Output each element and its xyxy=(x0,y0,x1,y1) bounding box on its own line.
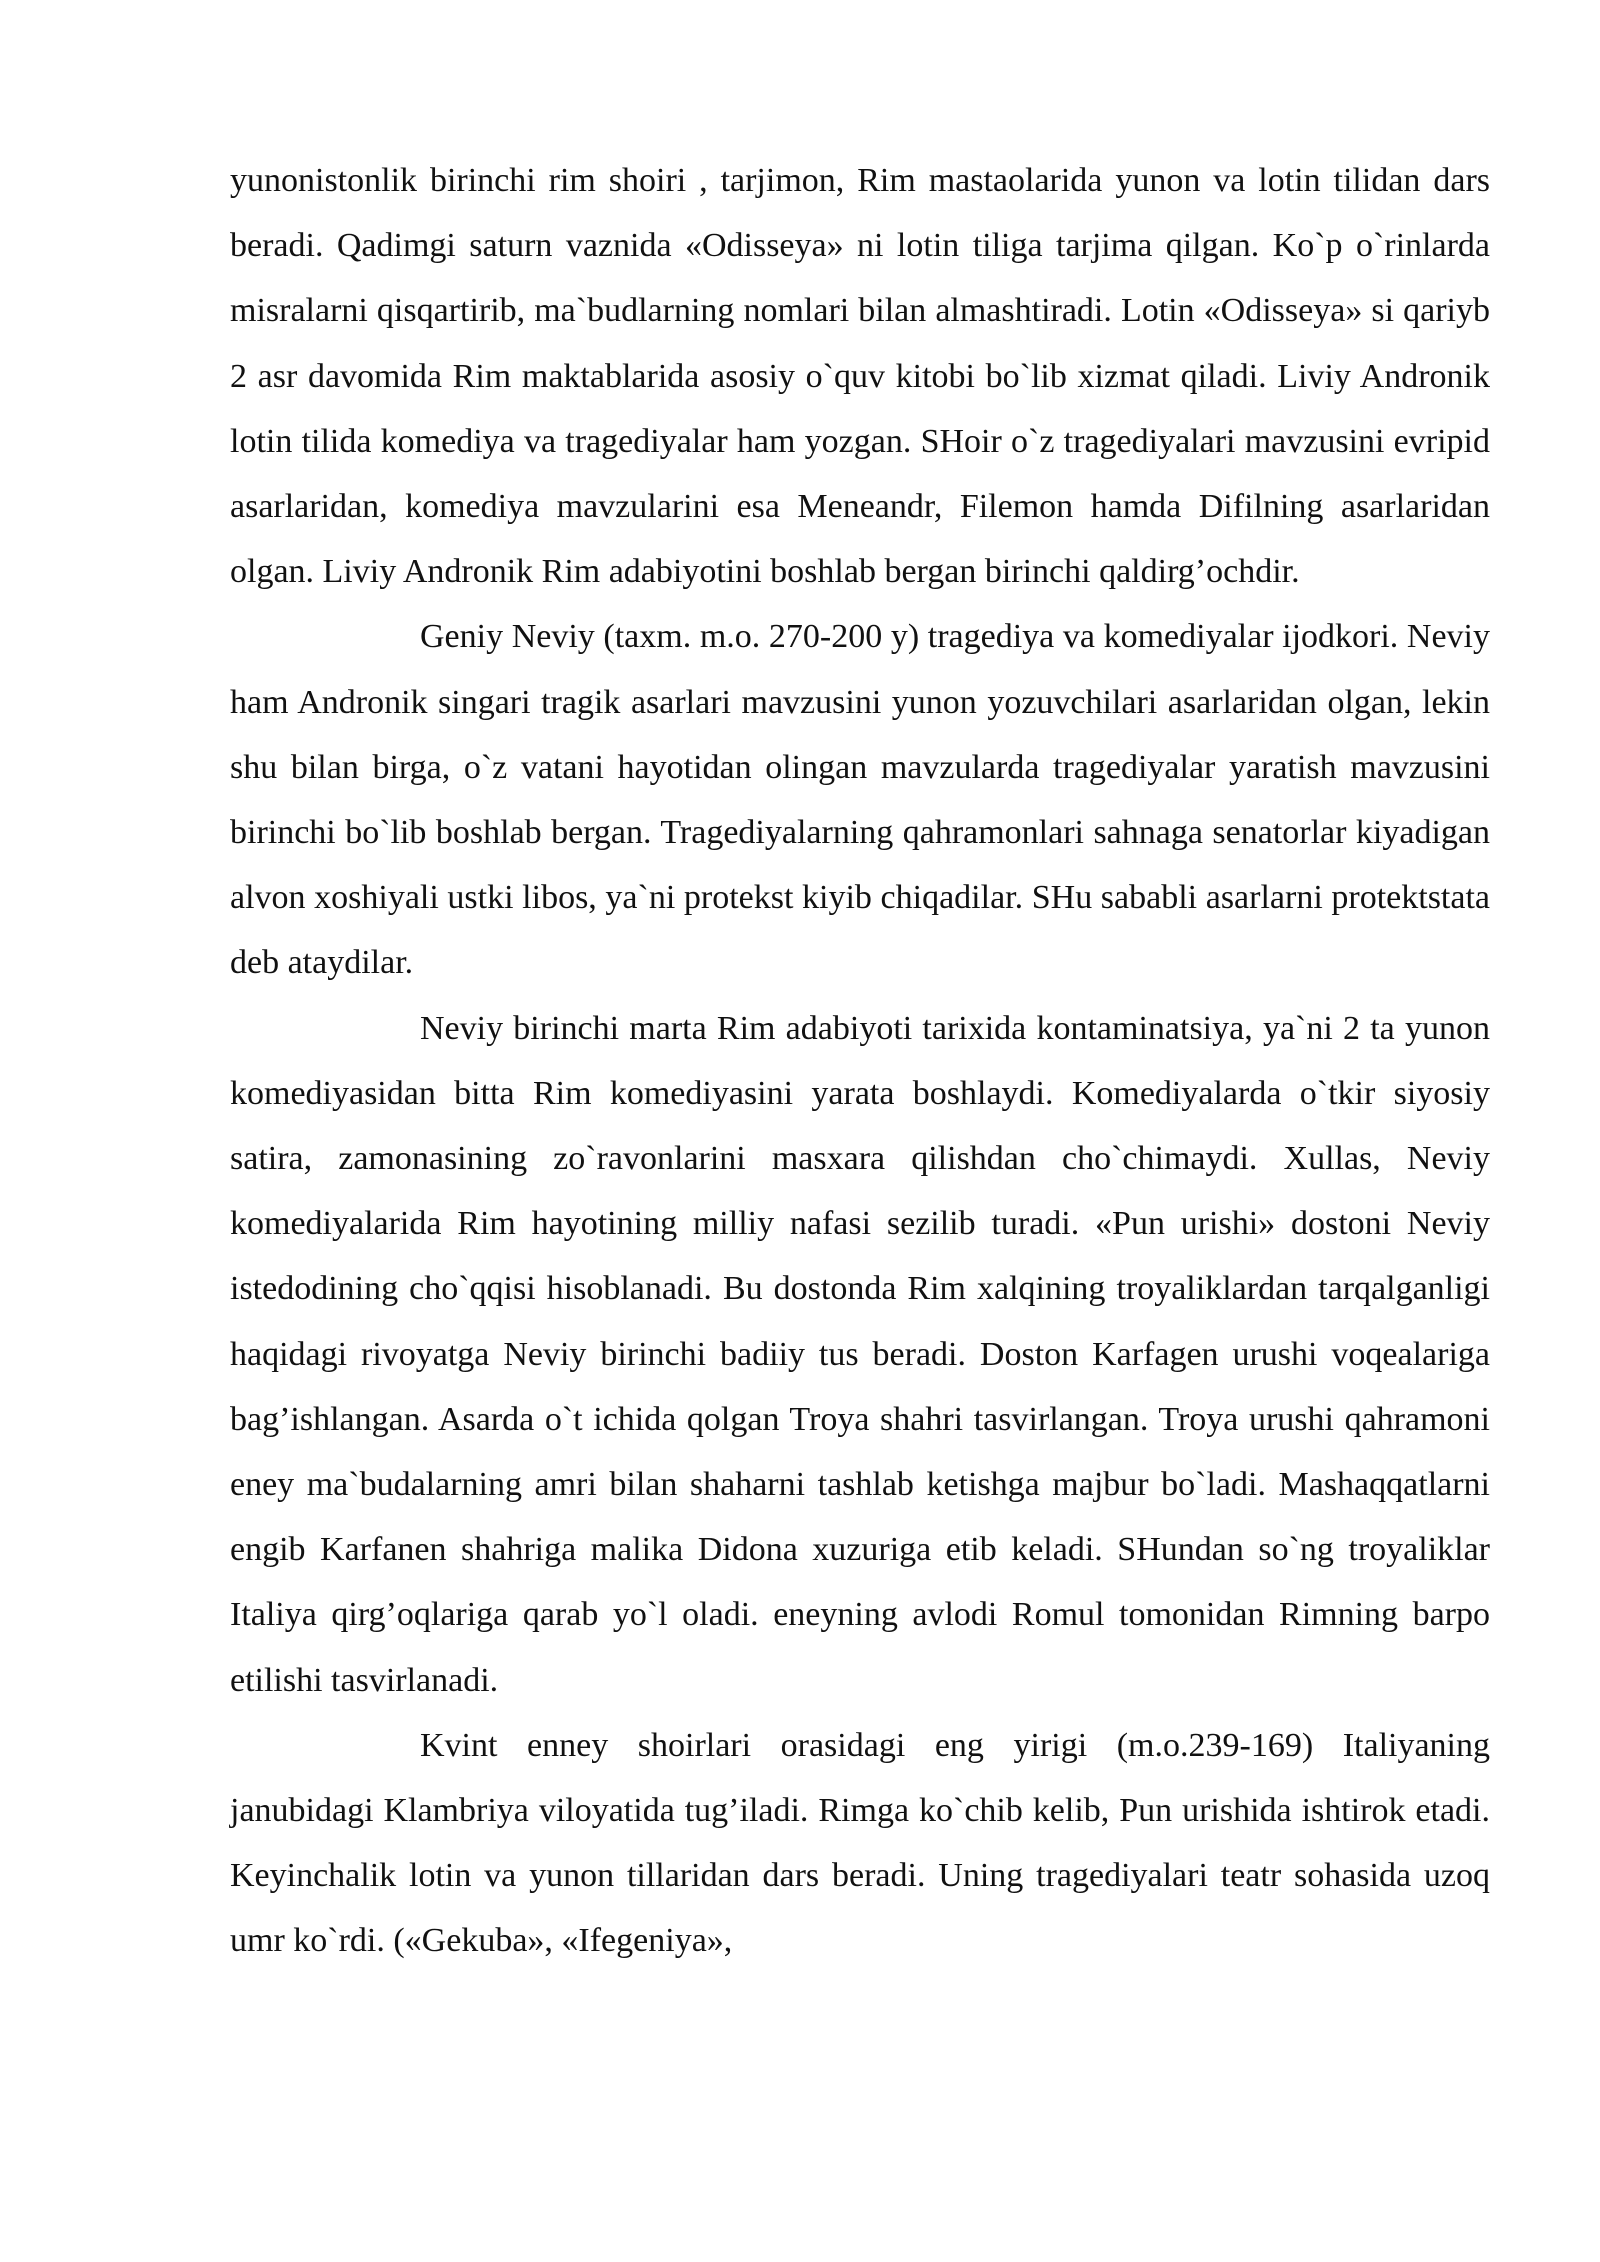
paragraph-ennius: Kvint enney shoirlari orasidagi eng yirigi (m.o.239-169) Italiyaning janubidagi Klambriya viloyatida tug’iladi. Rimga ko`chib kelib, Pun urishida ishtirok etadi. Keyinchalik lotin va yunon tillaridan dars beradi. Uning tragediyalari teatr sohasida uzoq umr ko`rdi. («Gekuba», «Ifegeniya», xyxy=(230,1726,1490,1960)
paragraph-naevius-comedies: Neviy birinchi marta Rim adabiyoti tarixida kontaminatsiya, ya`ni 2 ta yunon komediyasidan bitta Rim komediyasini yarata boshlaydi. Komediyalarda o`tkir siyosiy satira, zamonasining zo`ravonlarini masxara qilishdan cho`chimaydi. Xullas, Neviy komediyalarida Rim hayotining milliy nafasi sezilib turadi. «Pun urishi» dostoni Neviy istedodining cho`qqisi hisoblanadi. Bu dostonda Rim xalqining troyaliklardan tarqalganligi haqidagi rivoyatga Neviy birinchi badiiy tus beradi. Doston Karfagen urushi voqealariga bag’ishlangan. Asarda o`t ichida qolgan Troya shahri tasvirlangan. Troya urushi qahramoni eney ma`budalarning amri bilan shaharni tashlab ketishga majbur bo`ladi. Mashaqqatlarni engib Karfanen shahriga malika Didona xuzuriga etib keladi. SHundan so`ng troyaliklar Italiya qirg’oqlariga qarab yo`l oladi. eneyning avlodi Romul tomonidan Rimning barpo etilishi tasvirlanadi. xyxy=(230,1009,1490,1699)
paragraph-naevius-intro: Geniy Neviy (taxm. m.o. 270-200 y) tragediya va komediyalar ijodkori. Neviy ham Andronik singari tragik asarlari mavzusini yunon yozuvchilari asarlaridan olgan, lekin shu bilan birga, o`z vatani hayotidan olingan mavzularda tragediyalar yaratish mavzusini birinchi bo`lib boshlab bergan. Tragediyalarning qahramonlari sahnaga senatorlar kiyadigan alvon xoshiyali ustki libos, ya`ni protekst kiyib chiqadilar. SHu sababli asarlarni protektstata deb ataydilar. xyxy=(230,618,1490,982)
paragraph-livius-andronicus: yunonistonlik birinchi rim shoiri , tarjimon, Rim mastaolarida yunon va lotin tilidan dars beradi. Qadimgi saturn vaznida «Odisseya» ni lotin tiliga tarjima qilgan. Ko`p o`rinlarda misralarni qisqartirib, ma`budlarning nomlari bilan almashtiradi. Lotin «Odisseya» si qariyb 2 asr davomida Rim maktablarida asosiy o`quv kitobi bo`lib xizmat qiladi. Liviy Andronik lotin tilida komediya va tragediyalar ham yozgan. SHoir o`z tragediyalari mavzusini evripid asarlaridan, komediya mavzularini esa Meneandr, Filemon hamda Difilning asarlaridan olgan. Liviy Andronik Rim adabiyotini boshlab bergan birinchi qaldirg’ochdir. xyxy=(230,162,1490,591)
document-body xyxy=(230,148,1490,1974)
